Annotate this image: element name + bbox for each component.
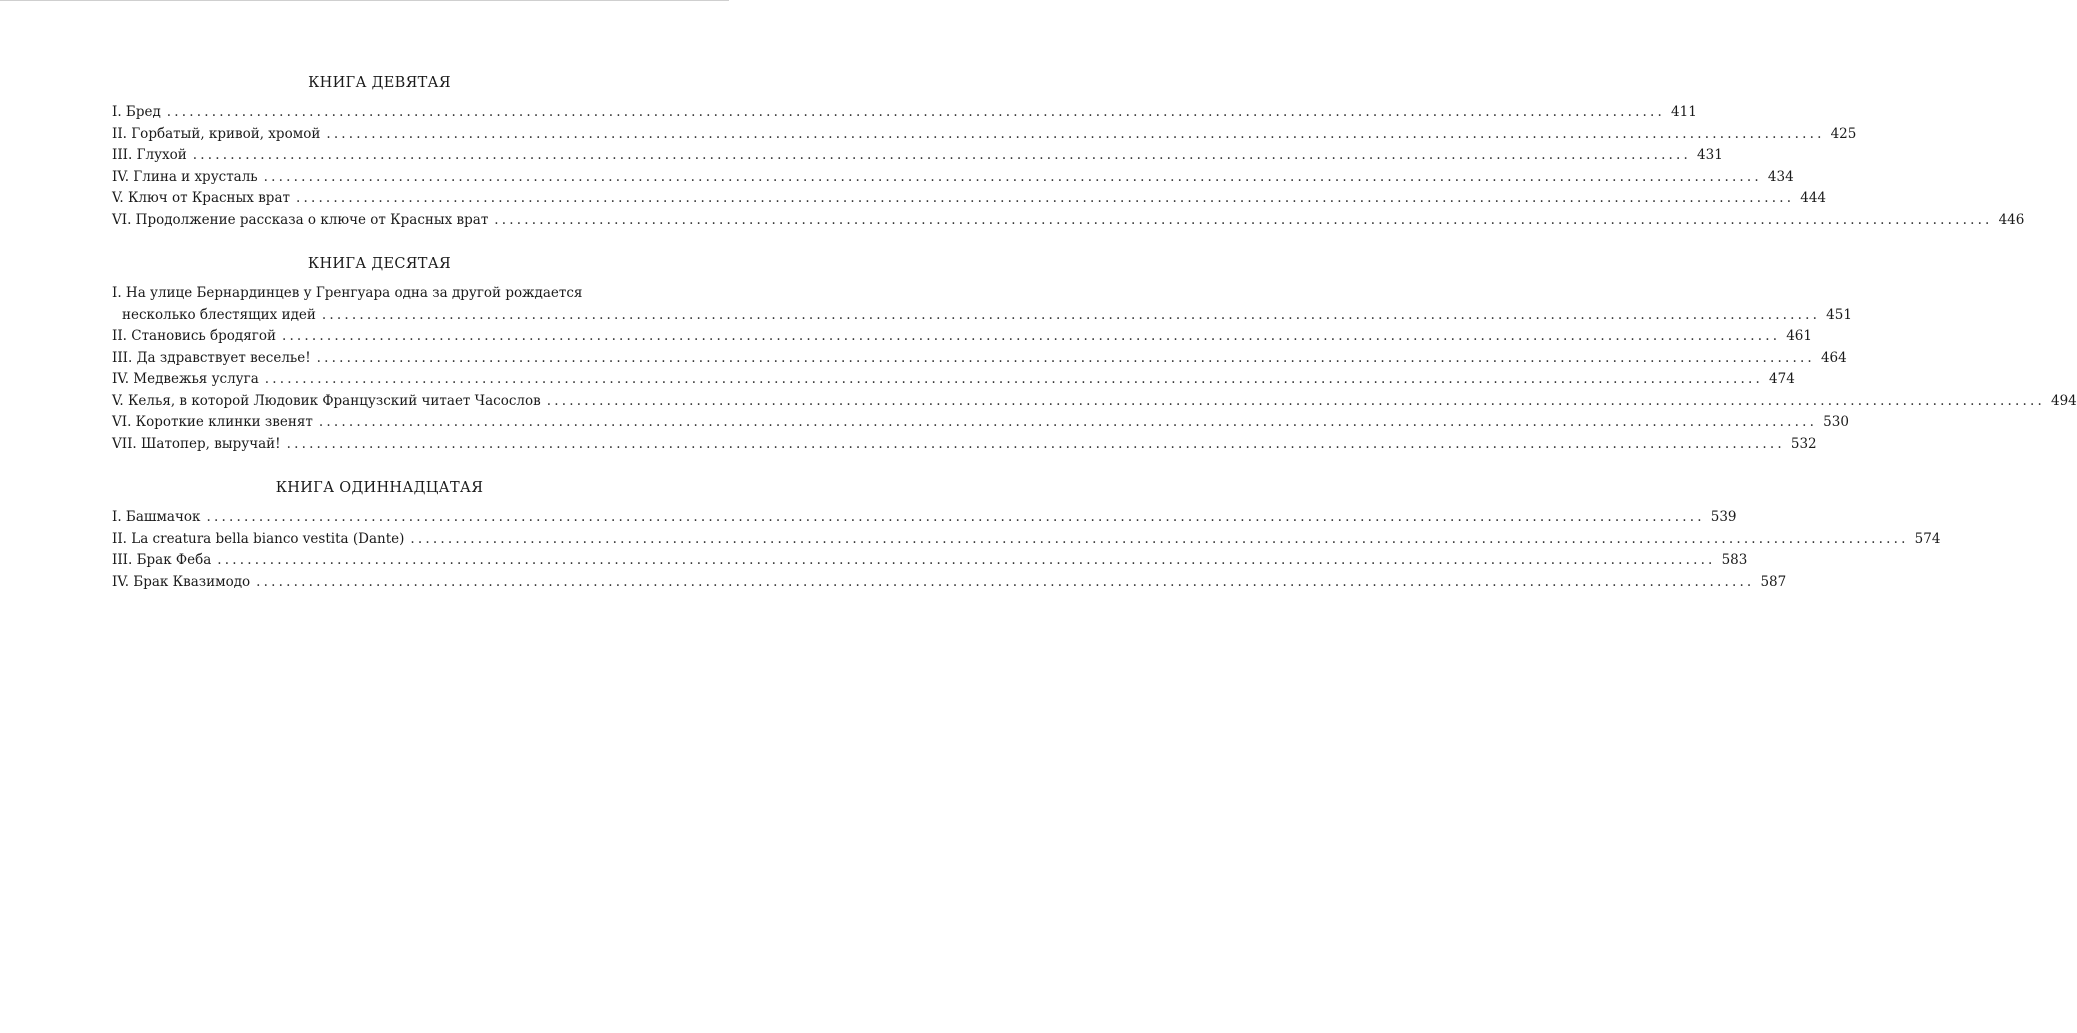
entry-page-number: 574 [1914,530,1941,547]
entry-page-number: 431 [1697,147,1723,163]
entry-page-number: 446 [1998,211,2025,228]
dot-leader: ........................................................................................................................................................................................................ [494,211,1993,228]
table-of-contents [112,72,2077,615]
entry-page-number: 583 [1721,552,1748,568]
entry-page-number: 425 [1830,125,1857,142]
entry-page-number: 474 [1769,371,1795,387]
section-heading: КНИГА ДЕСЯТАЯ [307,256,452,272]
dot-leader: ........................................................................................................................................................................................................ [326,125,1825,142]
toc-section-book-9 [112,72,2025,231]
entry-title: II. La creatura bella bianco vestita (Dante) [112,530,405,547]
entry-title: VI. Продолжение рассказа о ключе от Красных врат [112,211,489,228]
dot-leader: ........................................................................................................................................................................................................ [286,435,1785,452]
dot-leader: ........................................................................................................................................................................................................ [217,552,1716,568]
entry-page-number: 434 [1767,168,1794,185]
dot-leader: ........................................................................................................................................................................................................ [546,392,2045,409]
section-heading: КНИГА ДЕВЯТАЯ [308,75,451,91]
entry-title: III. Да здравствует веселье! [112,349,311,366]
toc-entry [112,124,1857,146]
toc-entry [112,412,1849,434]
entry-page-number: 530 [1823,414,1849,430]
dot-leader: ........................................................................................................................................................................................................ [281,328,1781,344]
section-heading: КНИГА ОДИННАДЦАТАЯ [275,480,484,496]
toc-entry [112,326,1812,348]
entry-title: несколько блестящих идей [122,306,316,323]
entry-title: IV. Глина и хрусталь [112,168,258,185]
entry-page-number: 494 [2051,392,2077,409]
toc-entry [112,550,1748,572]
entry-title: V. Келья, в которой Людовик Французский читает Часослов [112,392,541,409]
entry-page-number: 451 [1826,306,1852,323]
toc-entry [112,210,2025,232]
dot-leader: ........................................................................................................................................................................................................ [321,306,1821,323]
dot-leader: ........................................................................................................................................................................................................ [166,104,1666,120]
toc-section-book-11 [112,477,1941,593]
entry-page-number: 461 [1786,328,1812,344]
toc-entry [112,434,1817,456]
toc-entry [112,391,2077,413]
entry-title-line1: I. На улице Бернардинцев у Гренгуара одна за другой рождается [112,285,583,301]
entry-page-number: 587 [1760,573,1787,590]
dot-leader: ........................................................................................................................................................................................................ [256,573,1755,590]
entry-title: I. Башмачок [112,509,201,525]
toc-entry [112,102,1697,124]
entry-title: V. Ключ от Красных врат [112,190,290,206]
toc-section-book-10 [112,253,2077,455]
entry-title: II. Становись бродягой [112,328,276,344]
dot-leader: ........................................................................................................................................................................................................ [192,147,1692,163]
dot-leader: ........................................................................................................................................................................................................ [410,530,1909,547]
entry-title: I. Бред [112,104,161,120]
entry-title: IV. Брак Квазимодо [112,573,251,590]
dot-leader: ........................................................................................................................................................................................................ [318,414,1818,430]
entry-title: III. Глухой [112,147,187,163]
entry-title: III. Брак Феба [112,552,212,568]
entry-page-number: 411 [1671,104,1697,120]
entry-title: VII. Шатопер, выручай! [112,435,281,452]
entry-title: II. Горбатый, кривой, хромой [112,125,321,142]
entry-page-number: 539 [1710,509,1737,525]
toc-entry [112,167,1794,189]
entry-title: IV. Медвежья услуга [112,371,259,387]
dot-leader: ........................................................................................................................................................................................................ [206,509,1705,525]
toc-entry [112,188,1827,210]
toc-entry [112,529,1941,551]
toc-entry [112,145,1723,167]
entry-page-number: 444 [1800,190,1827,206]
dot-leader: ........................................................................................................................................................................................................ [295,190,1795,206]
toc-entry-multiline [112,283,1852,326]
entry-page-number: 464 [1820,349,1847,366]
dot-leader: ........................................................................................................................................................................................................ [263,168,1762,185]
entry-title: VI. Короткие клинки звенят [112,414,313,430]
dot-leader: ........................................................................................................................................................................................................ [264,371,1764,387]
toc-entry [112,348,1847,370]
toc-entry [112,369,1795,391]
entry-page-number: 532 [1790,435,1817,452]
dot-leader: ........................................................................................................................................................................................................ [316,349,1815,366]
toc-entry [112,507,1737,529]
toc-entry [112,572,1787,594]
page-top-border [0,0,729,1]
entry-title-line2-row [112,305,1852,327]
